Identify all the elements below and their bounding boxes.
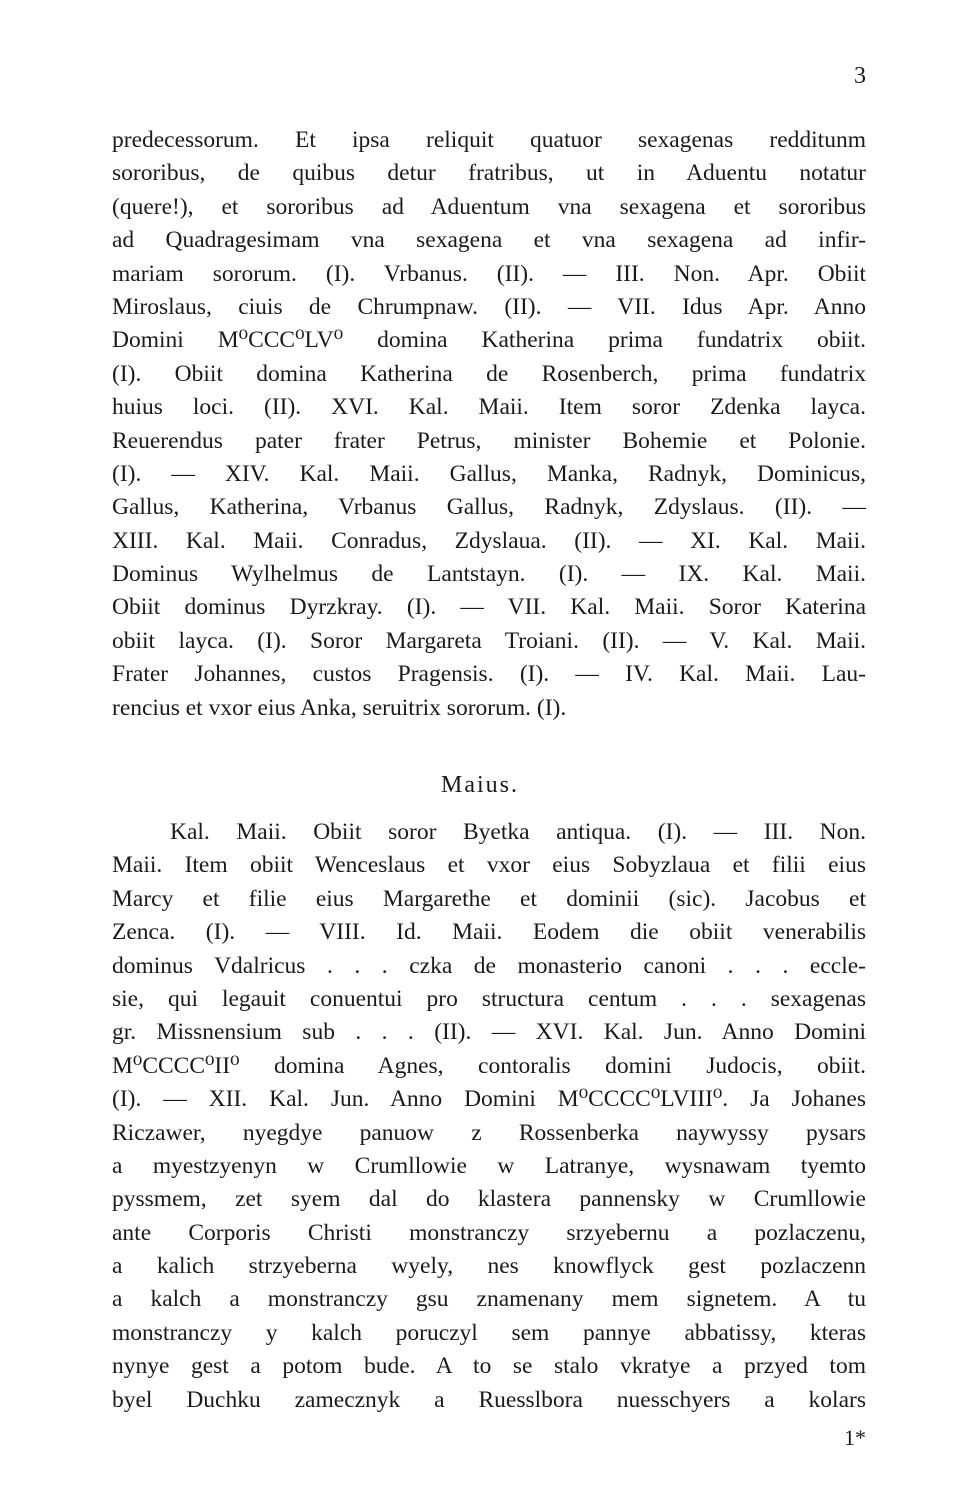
- text-line: mariam sororum. (I). Vrbanus. (II). — III. Non. Apr. Obiit: [112, 260, 866, 287]
- text-line: ante Corporis Christi monstranczy srzyebernu a pozlaczenu,: [112, 1219, 866, 1246]
- text-line: predecessorum. Et ipsa reliquit quatuor sexagenas redditunm: [112, 127, 866, 153]
- text-line: dominus Vdalricus . . . czka de monasterio canoni . . . eccle-: [112, 952, 866, 979]
- section-heading: Maius.: [441, 772, 519, 798]
- text-line: Domini M⁰CCC⁰LV⁰ domina Katherina prima fundatrix obiit.: [112, 327, 866, 354]
- text-line: Reuerendus pater frater Petrus, minister Bohemie et Polonie.: [112, 427, 866, 454]
- text-line: Miroslaus, ciuis de Chrumpnaw. (II). — VII. Idus Apr. Anno: [112, 293, 866, 320]
- signature-mark: 1*: [844, 1425, 866, 1450]
- text-line: byel Duchku zamecznyk a Ruesslbora nuesschyers a kolars: [112, 1386, 866, 1413]
- text-line: (quere!), et sororibus ad Aduentum vna sexagena et sororibus: [112, 193, 866, 220]
- text-line: nynye gest a potom bude. A to se stalo vkratye a przyed tom: [112, 1353, 866, 1380]
- text-line: Obiit dominus Dyrzkray. (I). — VII. Kal. Maii. Soror Katerina: [112, 594, 866, 621]
- text-line: Marcy et filie eius Margarethe et dominii (sic). Jacobus et: [112, 885, 866, 912]
- text-line: gr. Missnensium sub . . . (II). — XVI. Kal. Jun. Anno Domini: [112, 1019, 866, 1046]
- text-line: ad Quadragesimam vna sexagena et vna sexagena ad infir-: [112, 227, 866, 254]
- paragraph-may: [112, 816, 866, 1417]
- text-line: M⁰CCCC⁰II⁰ domina Agnes, contoralis domini Judocis, obiit.: [112, 1052, 866, 1079]
- text-line: Gallus, Katherina, Vrbanus Gallus, Radnyk, Zdyslaus. (II). —: [112, 494, 866, 521]
- text-line: Dominus Wylhelmus de Lantstayn. (I). — IX. Kal. Maii.: [112, 561, 866, 588]
- text-line: huius loci. (II). XVI. Kal. Maii. Item soror Zdenka layca.: [112, 394, 866, 421]
- text-line: rencius et vxor eius Anka, seruitrix sororum. (I).: [112, 694, 567, 721]
- page-number: 3: [854, 63, 866, 89]
- text-line: Kal. Maii. Obiit soror Byetka antiqua. (I). — III. Non.: [170, 819, 866, 845]
- text-line: a kalch a monstranczy gsu znamenany mem signetem. A tu: [112, 1286, 866, 1313]
- text-line: XIII. Kal. Maii. Conradus, Zdyslaua. (II). — XI. Kal. Maii.: [112, 527, 866, 554]
- text-line: (I). Obiit domina Katherina de Rosenberch, prima fundatrix: [112, 360, 866, 387]
- text-line: (I). — XII. Kal. Jun. Anno Domini M⁰CCCC⁰LVIII⁰. Ja Johanes: [112, 1086, 866, 1113]
- text-line: Zenca. (I). — VIII. Id. Maii. Eodem die obiit venerabilis: [112, 919, 866, 946]
- text-line: pyssmem, zet syem dal do klastera pannensky w Crumllowie: [112, 1186, 866, 1213]
- text-line: a kalich strzyeberna wyely, nes knowflyck gest pozlaczenn: [112, 1253, 866, 1280]
- text-line: a myestzyenyn w Crumllowie w Latranye, wysnawam tyemto: [112, 1152, 866, 1179]
- text-line: monstranczy y kalch poruczyl sem pannye abbatissy, kteras: [112, 1319, 866, 1346]
- text-line: Frater Johannes, custos Pragensis. (I). — IV. Kal. Maii. Lau-: [112, 661, 866, 688]
- paragraph-april: [112, 124, 866, 725]
- text-line: Riczawer, nyegdye panuow z Rossenberka naywyssy pysars: [112, 1119, 866, 1146]
- text-line: sie, qui legauit conuentui pro structura centum . . . sexagenas: [112, 985, 866, 1012]
- text-line: Maii. Item obiit Wenceslaus et vxor eius Sobyzlaua et filii eius: [112, 852, 866, 879]
- text-line: sororibus, de quibus detur fratribus, ut in Aduentu notatur: [112, 160, 866, 187]
- text-line: obiit layca. (I). Soror Margareta Troiani. (II). — V. Kal. Maii.: [112, 627, 866, 654]
- text-line: (I). — XIV. Kal. Maii. Gallus, Manka, Radnyk, Dominicus,: [112, 460, 866, 487]
